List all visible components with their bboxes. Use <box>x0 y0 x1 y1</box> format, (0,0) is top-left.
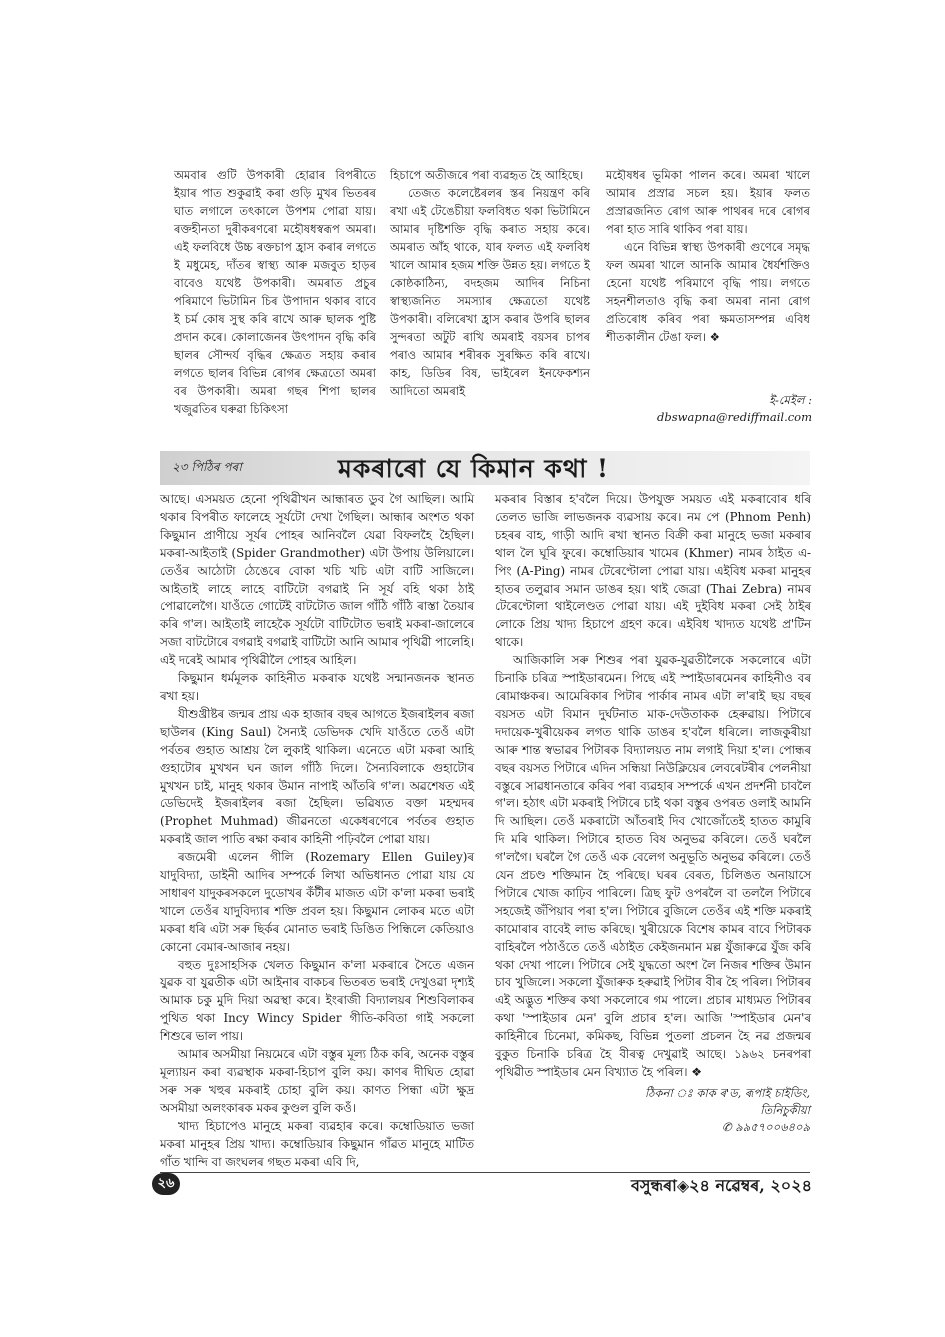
top-column-3 <box>606 166 810 346</box>
paragraph: আমাৰ অসমীয়া নিয়মেৰে এটা বস্তুৰ মূল্য ঠিক কৰি, অনেক বস্তুৰ মূল্যায়ন কৰা ব্যৱস্থাক মকৰা-হিচাপ বুলি কয়। কাণৰ দীঘিত হোৱা সৰু সৰু খহুৰ মকৰাই চোহা বুলি কয়। কাণত পিন্ধা এটা ক্ষুদ্ৰ অসমীয়া অলংকাৰক মকৰ কুণ্ডল বুলি কওঁ। <box>160 1047 474 1115</box>
article-column-1 <box>160 491 474 1171</box>
article-title: মকৰাৰো যে কিমান কথা ! <box>338 454 610 483</box>
paragraph: আছে। এসময়ত হেনো পৃথিৱীখন আন্ধাৰত ডুব গৈ আছিল। আমি থকাৰ বিপৰীত ফালেহে সূৰ্যটো দেখা গৈছিল। আন্ধাৰ অংশত থকা কিছুমান প্ৰাণীয়ে সূৰ্যৰ পোহৰ আনিবলৈ যেৱা বিফলহৈ হৈছিল। মকৰা-আইতাই (Spider Grandmother) এটা উপায় উলিয়ালে। তেওঁৰ আঠোটা ঠেঙেৰে বোকা খচি খচি এটা বাটি সাজিলে। আইতাই লাহে লাহে বাটিটো বগৱাই নি সূৰ্য বহি থকা ঠাই পোৱালেগৈ। যাওঁতে গোটেই বাটটোত জাল গাঁঠি গাঁঠি ৰাস্তা তৈয়াৰ কৰি গ'ল। আইতাই লাহেকৈ সূৰ্যটো বাটিটোত ভৰাই মকৰা-জালেৰে সজা বাটটোৰে বগৱাই বগৱাই বাটিটো আনি আমাৰ পৃথিৱী পালেহি। এই দৰেই আমাৰ পৃথিৱীলৈ পোহৰ আহিল। <box>160 492 474 668</box>
email-address: dbswapna@rediffmail.com <box>657 410 812 424</box>
paragraph: বহুত দুঃসাহসিক খেলত কিছুমান ক'লা মকৰাৰে সৈতে এজন যুৱক বা যুৱতীক এটা আইনাৰ বাকচৰ ভিতৰত ভৰাই দেখুওৱা দৃশ্যই আমাক চকু মুদি দিয়া অৱস্থা কৰে। ইংৰাজী বিদ্যালয়ৰ শিশুবিলাকৰ পুথিত থকা Incy Wincy Spider গীতি-কবিতা গাই সকলো শিশুৰে ভাল পায়। <box>160 957 474 1044</box>
paragraph: যীশুখ্ৰীষ্টৰ জন্মৰ প্ৰায় এক হাজাৰ বছৰ আগতে ইজৰাইলৰ ৰজা ছাউলৰ (King Saul) সৈন্যই ডেভিদক খেদি যাওঁতে তেওঁ এটা পৰ্বতৰ গুহাত আশ্ৰয় লৈ লুকাই থাকিল। এনেতে এটা মকৰা আহি গুহাটোৰ মুখখন ঘন জাল গাঁঠি দিলে। সৈন্যবিলাকে গুহাটোৰ মুখখন চাই, মানুহ থকাৰ উমান নাপাই আঁতৰি গ'ল। অৱশেষত এই ডেভিদেই ইজৰাইলৰ ৰজা হৈছিল। ভৱিষ্যত বক্তা মহম্মদৰ (Prophet Muhmad) জীৱনতো একেধৰণেৰে পৰ্বতৰ গুহাত মকৰাই জাল পাতি ৰক্ষা কৰাৰ কাহিনী পঢ়িবলৈ পোৱা যায়। <box>160 706 474 847</box>
top-column-2 <box>390 166 590 400</box>
continued-from-label: ২৩ পিঠিৰ পৰা <box>172 460 242 474</box>
paragraph: এনে বিভিন্ন স্বাস্থ্য উপকাৰী গুণেৰে সমৃদ্ধ ফল অমৰা খালে আনকি আমাৰ ধৈৰ্যশক্তিও হেনো যথেষ্ট পৰিমাণে বৃদ্ধি পায়। লগতে সহনশীলতাও বৃদ্ধি কৰা অমৰা নানা ৰোগ প্ৰতিৰোধ কৰিব পৰা ক্ষমতাসম্পন্ন এবিধ শীতকালীন টেঙা ফল। ❖ <box>606 240 810 344</box>
phone-number: ✆ ৯৯৫৭০০৬৪০৯ <box>722 1120 810 1134</box>
paragraph: তেজত কলেষ্টেৰলৰ স্তৰ নিয়ন্ত্ৰণ কৰি ৰখা এই টেঙেচীয়া ফলবিধত থকা ভিটামিনে আমাৰ দৃষ্টিশক্তি বৃদ্ধি কৰাত সহায় কৰে। অমৰাত আঁহ থাকে, যাৰ ফলত এই ফলবিধ খালে আমাৰ হজম শক্তি উন্নত হয়। লগতে ই কোষ্ঠকাঠিন্য, বদহজম আদিৰ নিচিনা স্বাস্থ্যজনিত সমস্যাৰ ক্ষেত্ৰতো যথেষ্ট উপকাৰী। বলিৰেখা হ্ৰাস কৰাৰ উপৰি ছালৰ সুন্দৰতা অটুট ৰাখি অমৰাই বয়সৰ চাপৰ পৰাও আমাৰ শৰীৰক সুৰক্ষিত কৰি ৰাখে। কাহ, ডিডিৰ বিষ, ভাইৰেল ইনফেকশ্যন আদিতো অমৰাই <box>390 186 590 398</box>
paragraph: অমবাৰ গুটি উপকাৰী হোৱাৰ বিপৰীতে ইয়াৰ পাত শুকুৱাই কৰা গুড়ি মুখৰ ভিতৰৰ ঘাত লগালে তৎকালে উপশম পোৱা যায়। ৰক্তহীনতা দুৰীকৰণৰো মহৌষধস্বৰূপ অমৰা। এই ফলবিধে উচ্চ ৰক্তচাপ হ্ৰাস কৰাৰ লগতে ই মধুমেহ, দাঁতৰ স্বাস্থ্য আৰু মজবুত হাড়ৰ বাবেও যথেষ্ট উপকাৰী। অমৰাত প্ৰচুৰ পৰিমাণে ভিটামিন চিৰ উপাদান থকাৰ বাবে ই চৰ্ম কোষ সুস্থ কৰি ৰাখে আৰু ছালক পুষ্টি প্ৰদান কৰে। কোলাজেনৰ উৎপাদন বৃদ্ধি কৰি ছালৰ সৌন্দৰ্য বৃদ্ধিৰ ক্ষেত্ৰত সহায় কৰাৰ লগতে ছালৰ বিভিন্ন ৰোগৰ ক্ষেত্ৰতো অমৰা বৰ উপকাৰী। অমৰা গছৰ শিপা ছালৰ খজুৱতিৰ ঘৰুৱা চিকিৎসা <box>174 168 376 416</box>
author-email-block <box>640 392 812 426</box>
publication-footer: বসুন্ধৰা◈২৪ নৱেম্বৰ, ২০২৪ <box>631 1176 812 1195</box>
email-label: ই-মেইল : <box>769 393 812 407</box>
paragraph: ৰজমেৰী এলেন গীলি (Rozemary Ellen Guiley)ৰ যাদুবিদ্যা, ডাইনী আদিৰ সম্পৰ্কে লিখা অভিধানত পোৱা যায় যে সাধাৰণ যাদুকৰসকলে দুডোখৰ কঁটীৰ মাজত এটা ক'লা মকৰা ভৰাই খালে তেওঁৰ যাদুবিদ্যাৰ শক্তি প্ৰবল হয়। কিছুমান লোকৰ মতে এটা মকৰা ধৰি এটা সৰু ছিৰ্কৰ মোনাত ভৰাই ডিঙিত পিন্ধিলে কেতিয়াও কোনো বেমাৰ-আজাৰ নহয়। <box>160 850 474 954</box>
article-column-2 <box>495 491 811 1082</box>
page-number-badge: ২৬ <box>152 1173 180 1195</box>
author-address-block <box>560 1085 810 1136</box>
paragraph: আজিকালি সৰু শিশুৰ পৰা যুৱক-যুৱতীলৈকে সকলোৰে এটা চিনাকি চৰিত্ৰ স্পাইডাৰমেন। পিছে এই স্পাইডাৰমেনৰ কাহিনীও বৰ ৰোমাঞ্চকৰ। আমেৰিকাৰ পিটাৰ পাৰ্কাৰ নামৰ এটা ল'ৰাই ছয় বছৰ বয়সত এটা বিমান দুৰ্ঘটনাত মাক-দেউতাকক হেৰুৱায়। পিটাৰে দদায়েক-খুৰীয়েকৰ লগত থাকি ডাঙৰ হ'বলৈ ধৰিলে। লাজকুৰীয়া আৰু শান্ত স্বভাৱৰ পিটাৰক বিদ্যালয়ত নাম লগাই দিয়া হ'ল। পোন্ধৰ বছৰ বয়সত পিটাৰে এদিন সন্ধিয়া নিউক্লিয়েৰ লেবৰেটৰীৰ পেলনীয়া বস্তুৰে সাৱধানতাৰে কৰিব পৰা ব্যৱহাৰ সম্পৰ্কে এখন প্ৰদৰ্শনী চাবলৈ গ'ল। হঠাৎ এটা মকৰাই পিটাৰে চাই থকা বস্তুৰ ওপৰত ওলাই আমনি দি আছিল। তেওঁ মকৰাটো আঁতৰাই দিব খোজোঁতেই হাতত কামুৰি দি মৰি থাকিল। পিটাৰে হাতত বিষ অনুভৱ কৰিলে। তেওঁ ঘৰলৈ গ'লগৈ। ঘৰলৈ গৈ তেওঁ এক বেলেগ অনুভূতি অনুভৱ কৰিলে। তেওঁ যেন প্ৰচণ্ড শক্তিমান হৈ পৰিছে। ঘৰৰ বেৰত, চিলিঙত অনায়াসে পিটাৰে খোজ কাঢ়িব পাৰিলে। ত্ৰিছ ফুট ওপৰলৈ বা তললৈ পিটাৰে সহজেই জঁপিয়াব পৰা হ'ল। পিটাৰে বুজিলে তেওঁৰ এই শক্তি মকৰাই কামোৰাৰ বাবেই লাভ কৰিছে। খুৰীয়েকে বিশেষ কামৰ বাবে পিটাৰক বাহিৰলৈ পঠাওঁতে তেওঁ এঠাইত কেইজনমান মল্ল যুঁজাৰুৱে যুঁজ কৰি থকা দেখা পালে। পিটাৰে সেই যুদ্ধতো অংশ লৈ নিজৰ শক্তিৰ উমান চাব খুজিলে। সকলো যুঁজাৰুক হৰুৱাই পিটাৰ বীৰ হৈ পৰিল। পিটাৰৰ এই অদ্ভুত শক্তিৰ কথা সকলোৰে গম পালে। প্ৰচাৰ মাধ্যমত পিটাৰৰ কথা 'স্পাইডাৰ মেন' বুলি প্ৰচাৰ হ'ল। আজি 'স্পাইডাৰ মেন'ৰ কাহিনীৰে চিনেমা, কমিকছ, বিভিন্ন পুতলা প্ৰচলন হৈ নৱ প্ৰজন্মৰ বুকুত চিনাকি চৰিত্ৰ হৈ বীৰত্ব দেখুৱাই আছে। ১৯৬২ চনৰপৰা পৃথিৱীত স্পাইডাৰ মেন বিখ্যাত হৈ পৰিল। ❖ <box>495 653 811 1079</box>
paragraph: মকৰাৰ বিস্তাৰ হ'বলৈ দিয়ে। উপযুক্ত সময়ত এই মকৰাবোৰ ধৰি তেলত ভাজি লাভজনক ব্যৱসায় কৰে। নম পে (Phnom Penh) চহৰৰ বাহ, গাড়ী আদি ৰখা স্থানত বিক্ৰী কৰা মানুহে ভজা মকৰাৰ থাল লৈ ঘূৰি ফুৰে। কম্বোডিয়াৰ খামেৰ (Khmer) নামৰ ঠাইত এ-পিং (A-Ping) নামৰ টেৰেণ্টোলা পোৱা যায়। এইবিধ মকৰা মানুহৰ হাতৰ তলুৱাৰ সমান ডাঙৰ হয়। থাই জেব্ৰা (Thai Zebra) নামৰ টেৰেণ্টোলা থাইলেণ্ডত পোৱা যায়। এই দুইবিধ মকৰা সেই ঠাইৰ লোকে প্ৰিয় খাদ্য হিচাপে গ্ৰহণ কৰে। এইবিধ খাদ্যত যথেষ্ট প্ৰ'টিন থাকে। <box>495 492 811 650</box>
paragraph: খাদ্য হিচাপেও মানুহে মকৰা ব্যৱহাৰ কৰে। কম্বোডিয়াত ভজা মকৰা মানুহৰ প্ৰিয় খাদ্য। কম্বোডিয়াৰ কিছুমান গাঁৱত মানুহে মাটিত গাঁত খান্দি বা জংঘলৰ গছত মকৰা এবি দি, <box>160 1118 474 1169</box>
top-column-1 <box>174 166 376 418</box>
paragraph: হিচাপে অতীজৰে পৰা ব্যৱহৃত হৈ আহিছে। <box>390 168 584 182</box>
paragraph: মহৌষধৰ ভূমিকা পালন কৰে। অমৰা খালে আমাৰ প্ৰস্ৰাৱ সচল হয়। ইয়াৰ ফলত প্ৰস্ৰাৱজনিত ৰোগ আৰু পাথৰৰ দৰে ৰোগৰ পৰা হাত সাৰি থাকিব পৰা যায়। <box>606 168 810 236</box>
paragraph: কিছুমান ধৰ্মমূলক কাহিনীত মকৰাক যথেষ্ট সন্মানজনক স্থানত ৰখা হয়। <box>160 671 474 703</box>
address-line: তিনিচুকীয়া <box>760 1103 810 1117</box>
address-line: ঠিকনা ঃ কাক ৰ'ড, ৰূপাই চাইডিং, <box>644 1086 810 1100</box>
